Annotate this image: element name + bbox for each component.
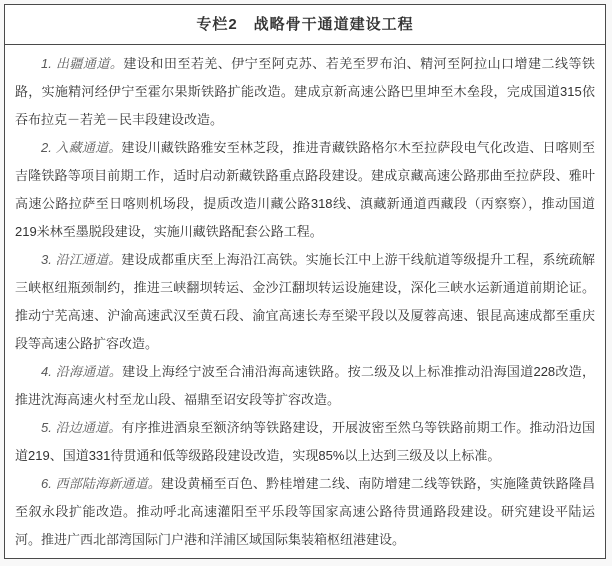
- corridor-item-2-text: 建设川藏铁路雅安至林芝段，推进青藏铁路格尔木至拉萨段电气化改造、日喀则至吉隆铁路等项目前期工作，适时启动新藏铁路重点路段建设。建成京藏高速公路那曲至拉萨段、雅叶高速公路拉萨至日喀则机场段，提质改造川藏公路318线、滇藏新通道西藏段（丙察察），推动国道219米林至墨脱段建设，实施川藏铁路配套公路工程。: [15, 140, 595, 239]
- corridor-item-4: [15, 358, 595, 414]
- corridor-item-1-lead: 1. 出疆通道。: [41, 56, 124, 71]
- corridor-item-6: [15, 470, 595, 554]
- column-box-panel: [4, 4, 606, 559]
- corridor-item-5-lead: 5. 沿边通道。: [41, 420, 122, 435]
- corridor-item-6-text: 建设黄桶至百色、黔桂增建二线、南防增建二线等铁路，实施隆黄铁路隆昌至叙永段扩能改造。推动呼北高速灌阳至平乐段等国家高速公路待贯通路段建设。研究建设平陆运河。推进广西北部湾国际门户港和洋浦区域国际集装箱枢纽港建设。: [15, 476, 595, 547]
- corridor-item-4-lead: 4. 沿海通道。: [41, 364, 123, 379]
- corridor-item-3: [15, 246, 595, 358]
- corridor-item-3-text: 建设成都重庆至上海沿江高铁。实施长江中上游干线航道等级提升工程，系统疏解三峡枢纽瓶颈制约，推进三峡翻坝转运、金沙江翻坝转运设施建设，深化三峡水运新通道前期论证。推动宁芜高速、沪渝高速武汉至黄石段、渝宜高速长寿至梁平段以及厦蓉高速、银昆高速成都至重庆段等高速公路扩容改造。: [15, 252, 595, 351]
- corridor-item-5-text: 有序推进酒泉至额济纳等铁路建设，开展波密至然乌等铁路前期工作。推动沿边国道219、国道331待贯通和低等级路段建设改造，实现85%以上达到三级及以上标准。: [15, 420, 595, 463]
- corridor-item-2: [15, 134, 595, 246]
- panel-title: 专栏2 战略骨干通道建设工程: [5, 5, 605, 45]
- corridor-item-1: [15, 50, 595, 134]
- corridor-item-4-text: 建设上海经宁波至合浦沿海高速铁路。按二级及以上标准推动沿海国道228改造，推进沈海高速火村至龙山段、福鼎至诏安段等扩容改造。: [15, 364, 595, 407]
- corridor-item-2-lead: 2. 入藏通道。: [41, 140, 122, 155]
- corridor-item-5: [15, 414, 595, 470]
- panel-body: [5, 45, 605, 560]
- corridor-item-3-lead: 3. 沿江通道。: [41, 252, 122, 267]
- corridor-item-1-text: 建设和田至若羌、伊宁至阿克苏、若羌至罗布泊、精河至阿拉山口增建二线等铁路，实施精河经伊宁至霍尔果斯铁路扩能改造。建成京新高速公路巴里坤至木垒段，完成国道315依吞布拉克－若羌－民丰段建设改造。: [15, 56, 595, 127]
- corridor-item-6-lead: 6. 西部陆海新通道。: [41, 476, 161, 491]
